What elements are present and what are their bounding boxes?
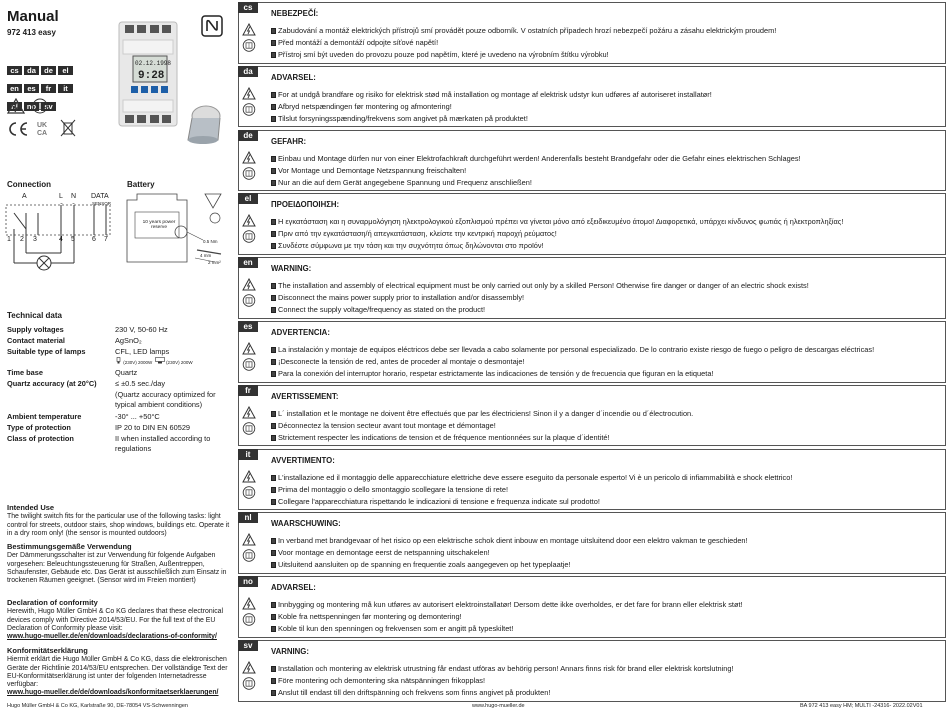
warning-line-text: Zabudování a montáž elektrických přístrojů smí provádět pouze odborník. V ostatních případech hrozí nebezpečí požáru a zásahu elektrickým proudem! xyxy=(278,26,777,35)
language-tab: it xyxy=(238,449,258,460)
warning-line-text: Voor montage en demontage eerst de netspanning uitschakelen! xyxy=(278,548,490,558)
warning-lines xyxy=(271,89,941,125)
spec-key: Quartz accuracy (at 20°C) xyxy=(7,379,97,388)
warning-line xyxy=(271,356,941,368)
bullet-square-icon xyxy=(271,28,276,34)
read-manual-icon xyxy=(242,294,256,307)
weee-bin-icon xyxy=(60,119,76,137)
spec-value: CFL, LED lamps xyxy=(115,347,170,356)
svg-text:CA: CA xyxy=(37,130,48,137)
footer-website[interactable]: www.hugo-mueller.de xyxy=(472,703,525,709)
warning-section-it xyxy=(238,449,946,511)
warning-line xyxy=(271,623,941,635)
warning-title: WAARSCHUWING: xyxy=(271,519,341,529)
warning-icons xyxy=(239,278,259,310)
warning-line xyxy=(271,559,941,571)
warning-line-text: Anslut till endast till den driftspänning och frekvens som finns angivet på produkten! xyxy=(278,688,551,697)
warning-title: ADVARSEL: xyxy=(271,583,316,593)
bullet-square-icon xyxy=(271,156,276,162)
bestimmung-block xyxy=(7,543,235,585)
spec-value: -30° ... +50°C xyxy=(115,412,160,421)
warning-line xyxy=(271,89,941,101)
spec-value: IP 20 to DIN EN 60529 xyxy=(115,423,191,432)
footer-doc-id: BA 972 413 easy HM; MULTI -24316- 2022.02V01 xyxy=(800,703,923,709)
warning-line-text: Strictement respecter les indications de tension et de fréquence mentionnées sur la plaque d´identité! xyxy=(278,432,610,442)
bullet-square-icon xyxy=(271,550,276,556)
read-manual-icon xyxy=(242,103,256,116)
warning-line-text: Connect the supply voltage/frequency as stated on the product! xyxy=(278,305,486,315)
warning-title: VARNING: xyxy=(271,647,309,656)
terminal-7: 7 xyxy=(104,236,108,243)
timer-device-image xyxy=(115,20,181,132)
warning-line xyxy=(271,663,941,675)
battery-dim-wire: 2 mm² xyxy=(208,260,221,265)
spec-value: AgSnO₂ xyxy=(115,336,142,345)
electric-hazard-icon xyxy=(242,533,256,546)
lang-badge: de xyxy=(41,66,56,75)
warning-line xyxy=(271,535,941,547)
spec-key: Supply voltages xyxy=(7,325,64,334)
electric-hazard-icon xyxy=(242,406,256,419)
read-manual-icon xyxy=(242,358,256,371)
warning-title: AVERTISSEMENT: xyxy=(271,391,339,401)
warning-line-text: In verband met brandgevaar of het risico op een elektrische schok dient inbouw en montage uitsluitend door een elektro vakman te geschieden! xyxy=(278,536,748,546)
electric-hazard-icon xyxy=(242,278,256,291)
electric-hazard-icon xyxy=(242,470,256,483)
electric-hazard-icon xyxy=(242,661,256,674)
terminal-2: 2 xyxy=(20,236,24,243)
warning-line xyxy=(271,113,941,125)
read-manual-icon xyxy=(242,486,256,499)
terminal-6: 6 xyxy=(92,236,96,243)
lang-badge: da xyxy=(24,66,39,75)
warning-line xyxy=(271,472,941,484)
battery-reserve-text: 10 years power reserve xyxy=(142,220,176,230)
bullet-square-icon xyxy=(271,283,276,289)
intended-use-title: Intended Use xyxy=(7,503,55,512)
page-title: Manual xyxy=(7,8,59,25)
warning-lines xyxy=(271,344,941,380)
warning-icons xyxy=(239,597,259,629)
bullet-square-icon xyxy=(271,359,276,365)
warning-line xyxy=(271,49,941,61)
declaration-body: Herewith, Hugo Müller GmbH & Co KG declares that these electronical devices comply with Directive 2014/53/EU. For the full text of the EU Declaration of Conformity please visit: xyxy=(7,608,223,632)
bullet-square-icon xyxy=(271,475,276,481)
read-manual-icon xyxy=(242,230,256,243)
warning-line-text: Koble fra nettspenningen før montering og demontering! xyxy=(278,612,462,622)
warning-section-fr xyxy=(238,385,946,447)
warning-icons xyxy=(239,87,259,119)
technical-data-title: Technical data xyxy=(7,311,62,320)
warning-title: ADVERTENCIA: xyxy=(271,328,330,337)
warning-icons xyxy=(239,151,259,183)
warning-section-cs xyxy=(238,2,946,64)
lang-badge: it xyxy=(58,84,73,93)
warning-line-text: La instalación y montaje de equipos eléctricos debe ser llevada a cabo solamente por personal especializado. De lo contrario existe riesgo de fuego o peligro de descargas eléctricas! xyxy=(278,345,875,354)
warning-icons xyxy=(239,23,259,55)
battery-title: Battery xyxy=(127,180,155,189)
led-rating: (230V) 200W xyxy=(166,360,193,365)
warning-title: NEBEZPEČÍ: xyxy=(271,9,319,18)
read-manual-icon xyxy=(242,167,256,180)
warning-line-text: Před montáží a demontáží odpojte síťové napětí! xyxy=(278,38,439,47)
warning-line xyxy=(271,368,941,380)
lamp-ratings xyxy=(115,357,193,365)
bullet-square-icon xyxy=(271,666,276,672)
battery-torque: 0.5 Nm xyxy=(203,239,218,244)
warning-line-text: Koble til kun den spenningen og frekvensen som er angitt på typeskiltet! xyxy=(278,624,514,634)
display-date: 02.12.1998 xyxy=(135,60,172,67)
left-column xyxy=(0,0,235,700)
language-tab: de xyxy=(238,130,258,141)
intended-use-body: The twilight switch fits for the particular use of the following tasks: light control for streets, outdoor stairs, shop windows, buildings etc. Operate it in a dry room only! (the sensor is mounted outdoors) xyxy=(7,513,230,537)
warning-line xyxy=(271,344,941,356)
warning-line xyxy=(271,687,941,699)
bullet-square-icon xyxy=(271,307,276,313)
label-L: L xyxy=(59,193,63,200)
warning-line xyxy=(271,153,941,165)
bullet-square-icon xyxy=(271,180,276,186)
read-manual-icon xyxy=(32,98,48,114)
electric-hazard-icon xyxy=(242,597,256,610)
warning-line xyxy=(271,165,941,177)
spec-value: ≤ ±0.5 sec./day xyxy=(115,379,166,388)
warning-line-text: Disconnect the mains power supply prior to installation and/or disassembly! xyxy=(278,293,525,303)
warning-line xyxy=(271,280,941,292)
warning-line-text: Přístroj smí být uveden do provozu pouze pod napětím, které je uvedeno na výrobním štítku výrobku! xyxy=(278,50,609,59)
warning-line xyxy=(271,432,941,444)
bullet-square-icon xyxy=(271,487,276,493)
electric-hazard-icon xyxy=(242,151,256,164)
spec-value: II when installed according to regulations xyxy=(115,434,211,453)
intended-use-block xyxy=(7,504,235,538)
bullet-square-icon xyxy=(271,116,276,122)
bestimmung-body: Der Dämmerungsschalter ist zur Verwendung für folgende Aufgaben vorgesehen: Beleuchtungssteuerung für Straßen, Außentreppen, Schaufenster, Gebäude etc. Das Gerät ist ausschließlich zum Einsatz in trockenen Räumen geeignet. (Sensor wird im Freien montiert) xyxy=(7,552,227,585)
language-tab: es xyxy=(238,321,258,332)
warning-lines xyxy=(271,663,941,699)
warning-line xyxy=(271,101,941,113)
bullet-square-icon xyxy=(271,626,276,632)
electric-hazard-icon xyxy=(242,214,256,227)
warning-line-text: Innbygging og montering må kun utføres av autorisert elektroinstallatør! Dersom dette ikke overholdes, er det fare for brann eller elektrisk støt! xyxy=(278,600,743,610)
warning-line-text: Collegare l'apparecchiatura rispettando le indicazioni di tensione e frequenza indicate sul prodotto! xyxy=(278,496,600,506)
read-manual-icon xyxy=(242,613,256,626)
spec-key: Ambient temperature xyxy=(7,412,82,421)
electric-hazard-icon xyxy=(242,342,256,355)
led-lamp-icon xyxy=(155,357,165,364)
warning-title: WARNING: xyxy=(271,264,312,274)
warning-line xyxy=(271,216,941,228)
warning-section-sv xyxy=(238,640,946,702)
read-manual-icon xyxy=(242,549,256,562)
warning-line xyxy=(271,25,941,37)
warning-icons xyxy=(239,661,259,693)
language-tab: en xyxy=(238,257,258,268)
warning-line-text: Einbau und Montage dürfen nur von einer Elektrofachkraft durchgeführt werden! Anderenfalls besteht Brandgefahr oder die Gefahr eines elektrischen Schlages! xyxy=(278,153,801,163)
warning-line xyxy=(271,304,941,316)
lang-badge: no xyxy=(24,102,39,111)
warning-line xyxy=(271,240,941,252)
warning-line xyxy=(271,292,941,304)
light-sensor-image xyxy=(182,104,226,146)
footer-address: Hugo Müller GmbH & Co KG, Karlstraße 90, DE-78054 VS-Schwenningen xyxy=(7,703,188,709)
terminal-4: 4 xyxy=(59,236,63,243)
electric-hazard-icon xyxy=(242,87,256,100)
warning-icons xyxy=(239,533,259,565)
bullet-square-icon xyxy=(271,371,276,377)
bullet-square-icon xyxy=(271,499,276,505)
warning-title: ΠΡΟΕΙΔΟΠΟΙΗΣΗ: xyxy=(271,200,340,210)
connection-title: Connection xyxy=(7,180,51,189)
warnings-column xyxy=(238,0,946,702)
warning-line-text: ¡Desconecte la tensión de red, antes de proceder al montaje o desmontaje! xyxy=(278,357,525,366)
warning-section-el xyxy=(238,193,946,255)
lang-badge: sv xyxy=(41,102,56,111)
warning-line-text: Tilslut forsyningsspænding/frekvens som angivet på mærkaten på produktet! xyxy=(278,113,528,123)
warning-icons xyxy=(239,406,259,438)
warning-line-text: Prima del montaggio o dello smontaggio scollegare la tensione di rete! xyxy=(278,484,509,494)
label-A: A xyxy=(22,193,27,200)
label-N: N xyxy=(71,193,77,200)
warning-line-text: Före montering och demontering ska nätspänningen frikopplas! xyxy=(278,676,486,685)
warning-line-text: Συνδέστε σύμφωνα με την τάση και την συχνότητα όπως δηλώνονται στο προϊόν! xyxy=(278,241,544,251)
warning-section-da xyxy=(238,66,946,128)
spec-key: Contact material xyxy=(7,336,65,345)
bullet-square-icon xyxy=(271,231,276,237)
warning-line-text: L´ installation et le montage ne doivent être effectués que par les électriciens! Sinon il y a danger d´incendie ou d´électrocution. xyxy=(278,408,694,418)
warning-title: ADVARSEL: xyxy=(271,72,316,82)
cfl-lamp-icon xyxy=(115,357,122,364)
model-number: 972 413 easy xyxy=(7,28,56,37)
konformitaet-body: Hiermit erklärt die Hugo Müller GmbH & Co KG, dass die elektronischen Geräte der Richtlinie 2014/53/EU entsprechen. Der vollständige Text der EU-Konformitätserklärung ist unter der folgenden Internetadresse verfügbar: xyxy=(7,656,228,689)
declaration-block xyxy=(7,599,235,641)
warning-section-nl xyxy=(238,512,946,574)
warning-line-text: Nur an die auf dem Gerät angegebene Spannung und Frequenz anschließen! xyxy=(278,177,532,187)
warning-line-text: L'installazione ed il montaggio delle apparecchiature elettriche deve essere eseguito da personale esperto! Vi è un pericolo di infiammabilità e shock elettrico! xyxy=(278,472,793,482)
bullet-square-icon xyxy=(271,562,276,568)
sublabel-N: ~ xyxy=(72,201,75,206)
ukca-mark-icon xyxy=(36,119,52,137)
warning-line xyxy=(271,496,941,508)
warning-line-text: Déconnectez la tension secteur avant tout montage et démontage! xyxy=(278,420,496,430)
bullet-square-icon xyxy=(271,92,276,98)
language-tab: no xyxy=(238,576,258,587)
warning-section-no xyxy=(238,576,946,638)
display-time: 9:28 xyxy=(138,70,165,82)
language-tab: cs xyxy=(238,2,258,13)
bullet-square-icon xyxy=(271,614,276,620)
language-tab: nl xyxy=(238,512,258,523)
warning-line xyxy=(271,675,941,687)
warning-lines xyxy=(271,408,941,444)
spec-key: Type of protection xyxy=(7,423,71,432)
bullet-square-icon xyxy=(271,40,276,46)
spec-value: (Quartz accuracy optimized for typical ambient conditions) xyxy=(115,390,216,409)
lang-badge: cs xyxy=(7,66,22,75)
warning-line xyxy=(271,420,941,432)
bullet-square-icon xyxy=(271,411,276,417)
lang-badge: es xyxy=(24,84,39,93)
spec-key: Time base xyxy=(7,368,44,377)
warning-lines xyxy=(271,599,941,635)
bullet-square-icon xyxy=(271,295,276,301)
language-tab: fr xyxy=(238,385,258,396)
spec-key: Class of protection xyxy=(7,434,74,443)
warning-line-text: Πριν από την εγκατάσταση/ή απεγκατάσταση, κλείστε την κεντρική παροχή ρεύματος! xyxy=(278,229,557,239)
warning-lines xyxy=(271,153,941,189)
spec-value: Quartz xyxy=(115,368,138,377)
warning-section-es xyxy=(238,321,946,383)
warning-line xyxy=(271,547,941,559)
bullet-square-icon xyxy=(271,243,276,249)
spec-key: Suitable type of lamps xyxy=(7,347,86,356)
warning-lines xyxy=(271,535,941,571)
bullet-square-icon xyxy=(271,538,276,544)
warning-lines xyxy=(271,472,941,508)
battery-dim-strip: 4 mm xyxy=(200,253,212,258)
warning-icons xyxy=(239,470,259,502)
declaration-link[interactable]: www.hugo-mueller.de/en/downloads/declarations-of-conformity/ xyxy=(7,633,217,641)
electric-hazard-icon xyxy=(242,23,256,36)
nfc-icon xyxy=(201,15,223,37)
bullet-square-icon xyxy=(271,435,276,441)
lang-badge: en xyxy=(7,84,22,93)
terminal-5: 5 xyxy=(71,236,75,243)
warning-line xyxy=(271,408,941,420)
warning-lines xyxy=(271,25,941,61)
terminal-3: 3 xyxy=(33,236,37,243)
sublabel-L: ~ xyxy=(60,201,63,206)
spec-value: 230 V, 50-60 Hz xyxy=(115,325,168,334)
terminal-1: 1 xyxy=(7,236,11,243)
bullet-square-icon xyxy=(271,104,276,110)
language-tab: el xyxy=(238,193,258,204)
warning-lines xyxy=(271,216,941,252)
language-tab: da xyxy=(238,66,258,77)
warning-line xyxy=(271,177,941,189)
lang-badge: el xyxy=(58,66,73,75)
warning-icons xyxy=(239,342,259,374)
svg-text:UK: UK xyxy=(37,122,48,129)
konformitaet-block xyxy=(7,647,235,698)
bullet-square-icon xyxy=(271,602,276,608)
bullet-square-icon xyxy=(271,690,276,696)
warning-line xyxy=(271,484,941,496)
warning-line xyxy=(271,228,941,240)
warning-line xyxy=(271,37,941,49)
bullet-square-icon xyxy=(271,678,276,684)
ce-mark-icon xyxy=(7,121,29,137)
certification-marks xyxy=(7,98,87,142)
warning-line-text: Installation och montering av elektrisk utrustning får endast utföras av behörig person! Annars finns risk för brand eller elektrisk kortslutning! xyxy=(278,664,734,673)
bullet-square-icon xyxy=(271,219,276,225)
warning-line-text: Para la conexión del interruptor horario, respetar estrictamente las indicaciones de tensión y de frecuencia que figuran en la etiqueta! xyxy=(278,369,714,378)
electric-hazard-icon xyxy=(7,98,25,114)
warning-line-text: For at undgå brandfare og risiko for elektrisk stød må installation og montage af elektrisk udstyr kun udføres af autoriseret installatør! xyxy=(278,89,712,99)
warning-section-en xyxy=(238,257,946,319)
konformitaet-title: Konformitätserklärung xyxy=(7,646,88,655)
warning-title: AVVERTIMENTO: xyxy=(271,455,335,465)
declaration-title: Declaration of conformity xyxy=(7,598,98,607)
lang-badge: fr xyxy=(41,84,56,93)
warning-line-text: Afbryd netspændingen før montering og afmontering! xyxy=(278,101,452,111)
warning-lines xyxy=(271,280,941,316)
warning-line xyxy=(271,611,941,623)
bullet-square-icon xyxy=(271,52,276,58)
warning-title: GEFAHR: xyxy=(271,136,307,146)
warning-line-text: Uitsluitend aansluiten op de spanning en frequentie zoals aangegeven op het typeplaatje! xyxy=(278,560,571,570)
sublabel-sensor: SENSOR xyxy=(92,201,112,206)
bullet-square-icon xyxy=(271,423,276,429)
bullet-square-icon xyxy=(271,168,276,174)
cfl-rating: (230V) 2000W xyxy=(123,360,153,365)
konformitaet-link[interactable]: www.hugo-mueller.de/de/downloads/konformitaetserklaerungen/ xyxy=(7,689,219,697)
warning-section-de xyxy=(238,130,946,192)
bullet-square-icon xyxy=(271,347,276,353)
language-tab: sv xyxy=(238,640,258,651)
warning-line xyxy=(271,599,941,611)
read-manual-icon xyxy=(242,422,256,435)
warning-line-text: The installation and assembly of electrical equipment must be only carried out only by a skilled Person! Otherwise fire danger or danger of an electric shock exists! xyxy=(278,281,809,291)
read-manual-icon xyxy=(242,39,256,52)
warning-icons xyxy=(239,214,259,246)
bestimmung-title: Bestimmungsgemäße Verwendung xyxy=(7,542,132,551)
label-data: DATA xyxy=(91,193,109,200)
read-manual-icon xyxy=(242,677,256,690)
warning-line-text: Η εγκατάσταση και η συναρμολόγηση ηλεκτρολογικού εξοπλισμού πρέπει να γίνεται μόνο από εξειδικευμένο άτομο! Διαφορετικά, υπάρχει κίνδυνος φωτιάς ή ηλεκτροπληξίας! xyxy=(278,217,844,227)
warning-line-text: Vor Montage und Demontage Netzspannung freischalten! xyxy=(278,165,467,175)
lang-badge: nl xyxy=(7,102,22,111)
